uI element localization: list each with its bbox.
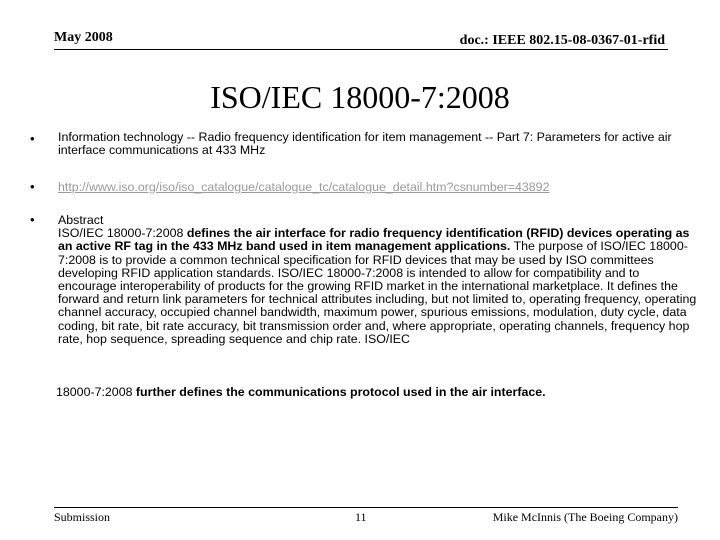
bullet-text-2 [58, 181, 698, 194]
header-doc-id: doc.: IEEE 802.15-08-0367-01-rfid [459, 33, 665, 48]
abstract-bold-text: defines the air interface for radio frequency identification (RFID) devices operating as an active RF tag in the 433 MHz band used in item management applications. [58, 226, 690, 254]
bullet-marker-1: • [30, 131, 35, 146]
bullet-marker-3: • [30, 212, 35, 227]
iso-catalogue-link[interactable]: http://www.iso.org/iso/iso_catalogue/catalogue_tc/catalogue_detail.htm?csnumber=43892 [58, 180, 550, 194]
abstract-paragraph [58, 227, 698, 346]
footer-submission: Submission [54, 510, 111, 524]
header-rule [54, 49, 668, 50]
abstract-block [58, 214, 698, 346]
abstract-heading: Abstract [58, 213, 104, 227]
tail-ref: 18000-7:2008 [56, 385, 133, 399]
bullet-marker-2: • [30, 179, 35, 194]
tail-paragraph [56, 385, 696, 399]
footer-page-number: 11 [355, 510, 367, 524]
header-date: May 2008 [54, 30, 113, 45]
footer-author: Mike McInnis (The Boeing Company) [492, 510, 678, 524]
bullet-text-1: Information technology -- Radio frequency identification for item management -- Part 7: Parameters for active air interface communications at 433 MHz [58, 130, 672, 158]
abstract-normal-text: The purpose of ISO/IEC 18000-7:2008 is to provide a common technical specification for RFID devices that may be used by ISO committees developing RFID application standards. ISO/IEC 18000-7:2008 is intended to allow for compatibility and to encourage interoperability of products for the growing RFID market in the international marketplace. It defines the forward and return link parameters for technical attributes including, but not limited to, operating frequency, operating channel accuracy, occupied channel bandwidth, maximum power, spurious emissions, modulation, duty cycle, data coding, bit rate, bit rate accuracy, bit transmission order and, where appropriate, operating channels, frequency hop rate, hop sequence, spreading sequence and chip rate. ISO/IEC [58, 239, 697, 346]
footer-rule [54, 507, 678, 508]
slide-title: ISO/IEC 18000-7:2008 [210, 79, 510, 115]
abstract-ref: ISO/IEC 18000-7:2008 [58, 226, 184, 241]
tail-bold-text: further defines the communications protocol used in the air interface. [132, 385, 546, 399]
